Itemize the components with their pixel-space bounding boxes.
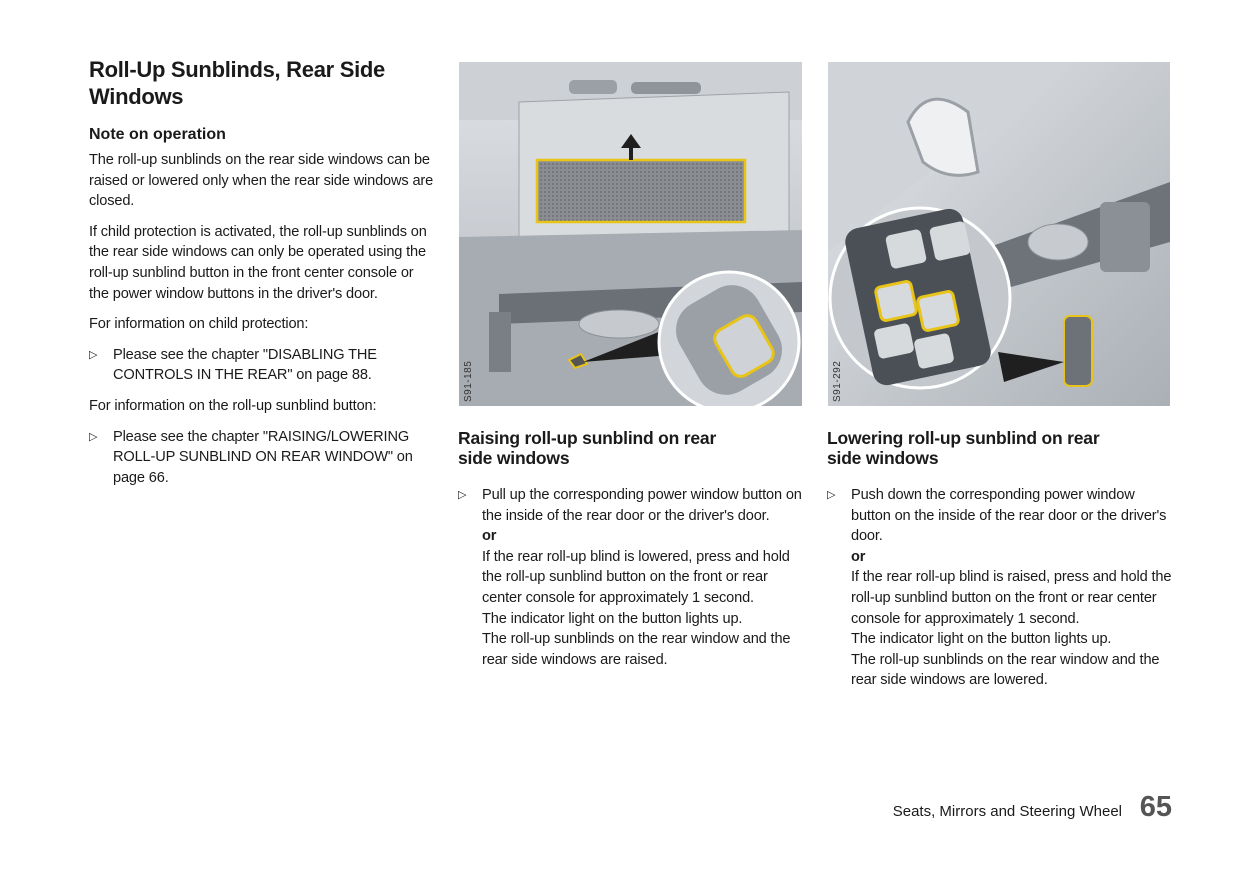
raising-heading xyxy=(458,428,803,468)
list-item xyxy=(458,485,803,670)
lowering-heading xyxy=(827,428,1172,468)
section-subhead: Note on operation xyxy=(89,126,226,143)
list-item xyxy=(89,427,434,489)
bullet-triangle-icon: ▷ xyxy=(458,489,467,501)
figure-label: S91-185 xyxy=(463,360,474,402)
raising-section xyxy=(458,428,803,670)
lowering-section xyxy=(827,428,1172,691)
step-text: If the rear roll-up blind is lowered, press and hold the roll-up sunblind button on the front or rear center console for approximately 1 second. xyxy=(482,548,790,606)
title-line-2: Windows xyxy=(89,84,184,109)
step-text: The roll-up sunblinds on the rear window and the rear side windows are lowered. xyxy=(851,651,1160,689)
or-text: or xyxy=(851,548,866,565)
heading-line-2: side windows xyxy=(827,448,939,468)
step-text: Push down the corresponding power window button on the inside of the rear door or the driver's door. xyxy=(851,487,1167,545)
left-column xyxy=(89,56,434,488)
or-text: or xyxy=(482,528,497,545)
bullet-text: Please see the chapter "RAISING/LOWERING ROLL-UP SUNBLIND ON REAR WINDOW" on page 66. xyxy=(113,428,413,486)
sunblind-highlight xyxy=(537,160,745,222)
bullet-triangle-icon: ▷ xyxy=(827,489,836,501)
list-item xyxy=(827,485,1172,691)
paragraph-2: If child protection is activated, the roll-up sunblinds on the rear side windows can only be operated using the roll-up sunblind button in the front center console or the power window buttons in the driver's door. xyxy=(89,223,427,302)
list-item xyxy=(89,345,434,386)
driver-door-illustration xyxy=(828,62,1170,406)
rear-door-illustration xyxy=(459,62,802,406)
heading-line-1: Raising roll-up sunblind on rear xyxy=(458,428,717,448)
step-text: The indicator light on the button lights up. xyxy=(851,631,1112,648)
bullet-text: Please see the chapter "DISABLING THE CONTROLS IN THE REAR" on page 88. xyxy=(113,346,377,384)
paragraph-4: For information on the roll-up sunblind button: xyxy=(89,397,377,414)
step-text: If the rear roll-up blind is raised, press and hold the roll-up sunblind button on the front or rear center console for approximately 1 second. xyxy=(851,569,1172,627)
step-text: The indicator light on the button lights up. xyxy=(482,610,743,627)
footer-section: Seats, Mirrors and Steering Wheel xyxy=(892,803,1122,820)
page-number: 65 xyxy=(1139,791,1172,823)
step-text: Pull up the corresponding power window button on the inside of the rear door or the driver's door. xyxy=(482,487,802,524)
paragraph-1: The roll-up sunblinds on the rear side windows can be raised or lowered only when the rear side windows are closed. xyxy=(89,152,434,210)
title-line-1: Roll-Up Sunblinds, Rear Side xyxy=(89,57,385,82)
figure-driver-door xyxy=(828,62,1170,406)
bullet-triangle-icon: ▷ xyxy=(89,430,98,443)
figure-label: S91-292 xyxy=(832,360,843,402)
page-footer xyxy=(830,788,1172,824)
page-title xyxy=(89,56,434,110)
bullet-triangle-icon: ▷ xyxy=(89,348,98,361)
figure-rear-door xyxy=(459,62,802,406)
heading-line-1: Lowering roll-up sunblind on rear xyxy=(827,428,1100,448)
step-text: The roll-up sunblinds on the rear window and the rear side windows are raised. xyxy=(482,631,791,668)
paragraph-3: For information on child protection: xyxy=(89,316,309,333)
heading-line-2: side windows xyxy=(458,448,570,468)
